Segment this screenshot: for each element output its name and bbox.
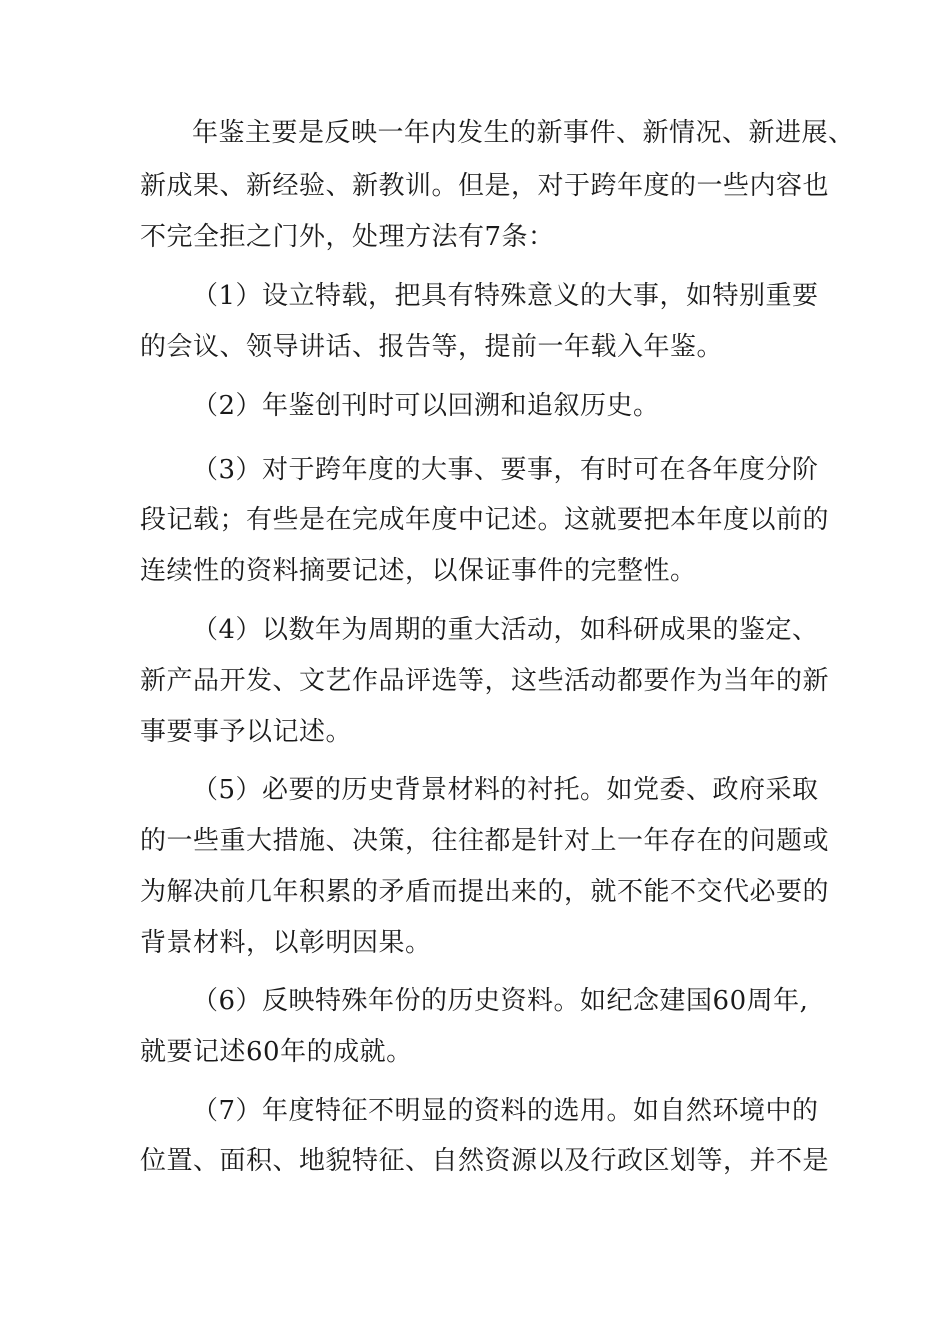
item-7-line-2: 位置、面积、地貌特征、自然资源以及行政区划等，并不是 bbox=[140, 1146, 830, 1176]
item-7-line-1: （7）年度特征不明显的资料的选用。如自然环境中的 bbox=[192, 1096, 819, 1126]
item-4-line-2: 新产品开发、文艺作品评选等，这些活动都要作为当年的新 bbox=[140, 666, 830, 696]
item-5-line-1: （5）必要的历史背景材料的衬托。如党委、政府采取 bbox=[192, 775, 819, 805]
item-3-line-2: 段记载；有些是在完成年度中记述。这就要把本年度以前的 bbox=[140, 505, 830, 535]
item-5-line-2: 的一些重大措施、决策，往往都是针对上一年存在的问题或 bbox=[140, 826, 830, 856]
paragraph-intro-line-1: 年鉴主要是反映一年内发生的新事件、新情况、新进展、 bbox=[192, 118, 855, 148]
item-5-line-3: 为解决前几年积累的矛盾而提出来的，就不能不交代必要的 bbox=[140, 877, 830, 907]
item-1-line-1: （1）设立特载，把具有特殊意义的大事，如特别重要 bbox=[192, 281, 819, 311]
item-6-line-1: （6）反映特殊年份的历史资料。如纪念建国60周年, bbox=[192, 986, 809, 1016]
item-4-line-3: 事要事予以记述。 bbox=[140, 717, 353, 747]
item-5-line-4: 背景材料，以彰明因果。 bbox=[140, 928, 432, 958]
paragraph-intro-line-2: 新成果、新经验、新教训。但是，对于跨年度的一些内容也 bbox=[140, 171, 830, 201]
paragraph-intro-line-3: 不完全拒之门外，处理方法有7条： bbox=[140, 222, 555, 252]
item-4-line-1: （4）以数年为周期的重大活动，如科研成果的鉴定、 bbox=[192, 615, 819, 645]
item-3-line-3: 连续性的资料摘要记述，以保证事件的完整性。 bbox=[140, 556, 697, 586]
item-6-line-2: 就要记述60年的成就。 bbox=[140, 1037, 413, 1067]
item-3-line-1: （3）对于跨年度的大事、要事，有时可在各年度分阶 bbox=[192, 455, 819, 485]
item-1-line-2: 的会议、领导讲话、报告等，提前一年载入年鉴。 bbox=[140, 332, 724, 362]
item-2-line-1: （2）年鉴创刊时可以回溯和追叙历史。 bbox=[192, 391, 660, 421]
